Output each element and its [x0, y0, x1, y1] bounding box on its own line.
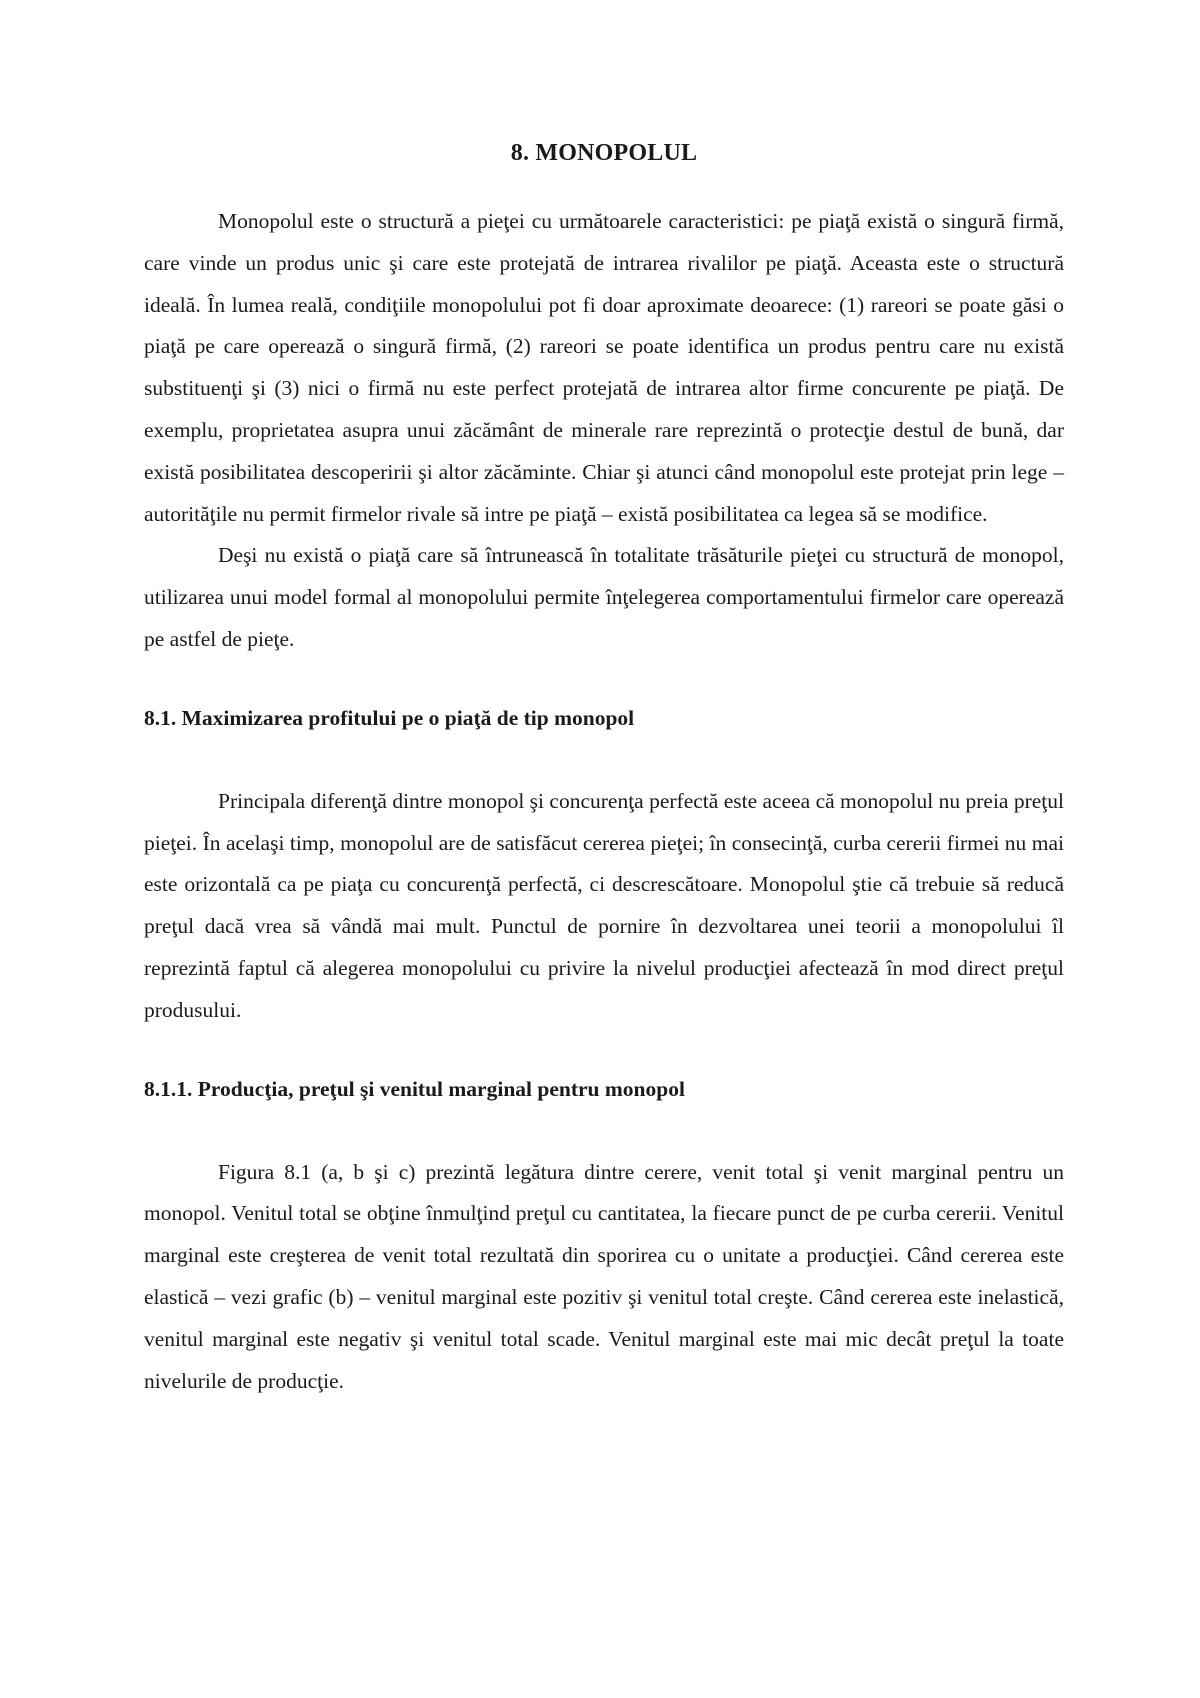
- section-heading-8-1: 8.1. Maximizarea profitului pe o piaţă de tip monopol: [144, 705, 635, 730]
- intro-paragraph-2: Deşi nu există o piaţă care să întrunească în totalitate trăsăturile pieţei cu structură de monopol, utilizarea unui model formal al monopolului permite înţelegerea comportamentului firmelor care operează pe astfel de pieţe.: [144, 543, 1064, 651]
- chapter-title: 8. MONOPOLUL: [510, 140, 698, 166]
- section-heading-8-1-1: 8.1.1. Producţia, preţul şi venitul marginal pentru monopol: [144, 1076, 685, 1101]
- intro-paragraph-1: Monopolul este o structură a pieţei cu următoarele caracteristici: pe piaţă există o singură firmă, care vinde un produs unic şi care este protejată de intrarea rivalilor pe piaţă. Aceasta este o structură ideală. În lumea reală, condiţiile monopolului pot fi doar aproximate deoarece: (1) rareori se poate găsi o piaţă pe care operează o singură firmă, (2) rareori se poate identifica un produs pentru care nu există substituenţi şi (3) nici o firmă nu este perfect protejată de intrarea altor firme concurente pe piaţă. De exemplu, proprietatea asupra unui zăcământ de minerale rare reprezintă o protecţie destul de bună, dar există posibilitatea descoperirii şi altor zăcăminte. Chiar şi atunci când monopolul este protejat prin lege – autorităţile nu permit firmelor rivale să intre pe piaţă – există posibilitatea ca legea să se modifice.: [144, 209, 1064, 526]
- section-8-1-1-paragraph: Figura 8.1 (a, b şi c) prezintă legătura dintre cerere, venit total şi venit marginal pentru un monopol. Venitul total se obţine înmulţind preţul cu cantitatea, la fiecare punct de pe curba cererii. Venitul marginal este creşterea de venit total rezultată din sporirea cu o unitate a producţiei. Când cererea este elastică – vezi grafic (b) – venitul marginal este pozitiv şi venitul total creşte. Când cererea este inelastică, venitul marginal este negativ şi venitul total scade. Venitul marginal este mai mic decât preţul la toate nivelurile de producţie.: [144, 1159, 1064, 1393]
- section-8-1-paragraph: Principala diferenţă dintre monopol şi concurenţa perfectă este aceea că monopolul nu preia preţul pieţei. În acelaşi timp, monopolul are de satisfăcut cererea pieţei; în consecinţă, curba cererii firmei nu mai este orizontală ca pe piaţa cu concurenţă perfectă, ci descrescătoare. Monopolul ştie că trebuie să reducă preţul dacă vrea să vândă mai mult. Punctul de pornire în dezvoltarea unei teorii a monopolului îl reprezintă faptul că alegerea monopolului cu privire la nivelul producţiei afectează în mod direct preţul produsului.: [144, 788, 1064, 1022]
